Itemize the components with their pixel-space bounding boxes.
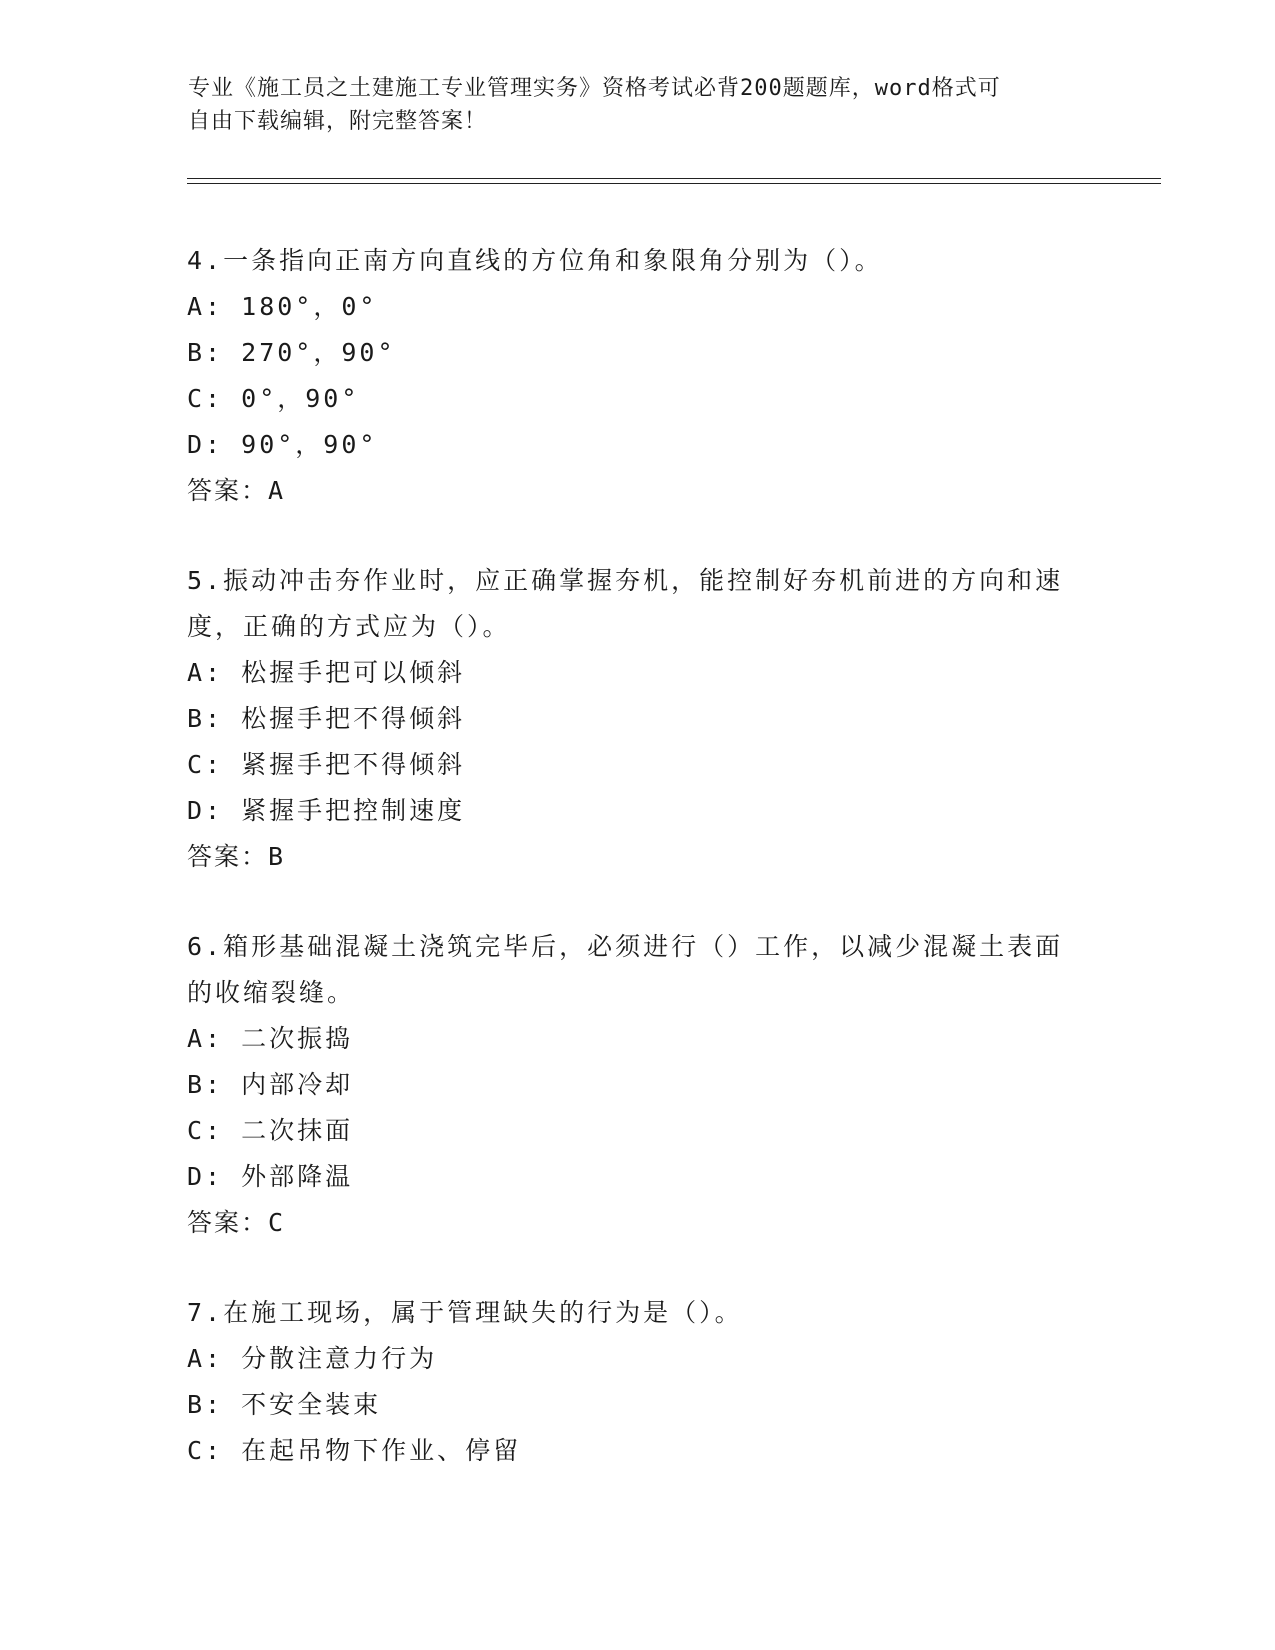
question-stem: 6.箱形基础混凝土浇筑完毕后，必须进行（）工作，以减少混凝土表面的收缩裂缝。 [187,932,1064,1007]
option-c: C: 0°，90° [187,384,360,413]
option-b: B: 内部冷却 [187,1070,354,1099]
header-line-2: 自由下载编辑，附完整答案！ [188,109,488,134]
option-c: C: 紧握手把不得倾斜 [187,750,466,779]
answer-line: 答案：B [187,842,286,871]
option-b: B: 270°，90° [187,338,396,367]
question-stem: 7.在施工现场，属于管理缺失的行为是（）。 [187,1298,743,1327]
option-a: A: 松握手把可以倾斜 [187,658,466,687]
option-b: B: 松握手把不得倾斜 [187,704,466,733]
answer-line: 答案：A [187,476,286,505]
question-5 [187,558,1087,880]
option-d: D: 紧握手把控制速度 [187,796,466,825]
option-c: C: 二次抹面 [187,1116,354,1145]
option-b: B: 不安全装束 [187,1390,382,1419]
header-divider-top [187,178,1161,179]
question-4 [187,238,1087,514]
answer-line: 答案：C [187,1208,286,1237]
option-a: A: 180°，0° [187,292,378,321]
question-list [187,238,1087,1518]
option-a: A: 分散注意力行为 [187,1344,438,1373]
question-7 [187,1290,1087,1474]
document-header [188,72,1068,138]
option-a: A: 二次振捣 [187,1024,354,1053]
option-d: D: 外部降温 [187,1162,354,1191]
question-stem: 4.一条指向正南方向直线的方位角和象限角分别为（）。 [187,246,883,275]
question-stem: 5.振动冲击夯作业时，应正确掌握夯机，能控制好夯机前进的方向和速度，正确的方式应为（）。 [187,566,1064,641]
option-c: C: 在起吊物下作业、停留 [187,1436,522,1465]
option-d: D: 90°，90° [187,430,378,459]
question-6 [187,924,1087,1246]
header-line-1: 专业《施工员之土建施工专业管理实务》资格考试必背200题题库，word格式可 [188,76,1001,101]
header-divider-bottom [187,183,1161,184]
